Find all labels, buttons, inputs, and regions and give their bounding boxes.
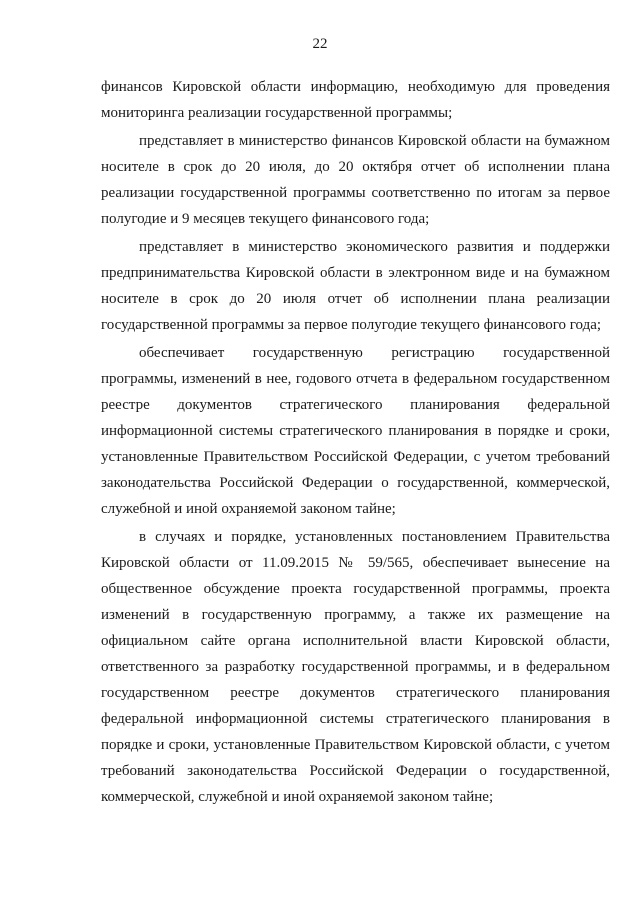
document-body (101, 74, 610, 810)
page-number: 22 (312, 36, 328, 52)
paragraph-finance-report: представляет в министерство финансов Кировской области на бумажном носителе в срок до 20 июля, до 20 октября отчет об исполнении плана реализации государственной программы соответственно по итогам за первое полугодие и 9 месяцев текущего финансового года; (101, 133, 610, 227)
paragraph-public-discussion: в случаях и порядке, установленных постановлением Правительства Кировской области от 11.09.2015 № 59/565, обеспечивает вынесение на общественное обсуждение проекта государственной программы, проекта изменений в государственную программу, а также их размещение на официальном сайте органа исполнительной власти Кировской области, ответственного за разработку государственной программы, и в федеральном государственном реестре документов стратегического планирования федеральной информационной системы стратегического планирования в порядке и сроки, установленные Правительством Кировской области, с учетом требований законодательства Российской Федерации о государственной, коммерческой, служебной и иной охраняемой законом тайне; (101, 529, 610, 805)
paragraph-economy-report: представляет в министерство экономического развития и поддержки предпринимательства Кировской области в электронном виде и на бумажном носителе в срок до 20 июля отчет об исполнении плана реализации государственной программы за первое полугодие текущего финансового года; (101, 239, 610, 333)
paragraph-continuation: финансов Кировской области информацию, необходимую для проведения мониторинга реализации государственной программы; (101, 79, 610, 121)
paragraph-registration: обеспечивает государственную регистрацию государственной программы, изменений в нее, годового отчета в федеральном государственном реестре документов стратегического планирования федеральной информационной системы стратегического планирования в порядке и сроки, установленные Правительством Российской Федерации, с учетом требований законодательства Российской Федерации о государственной, коммерческой, служебной и иной охраняемой законом тайне; (101, 345, 610, 517)
